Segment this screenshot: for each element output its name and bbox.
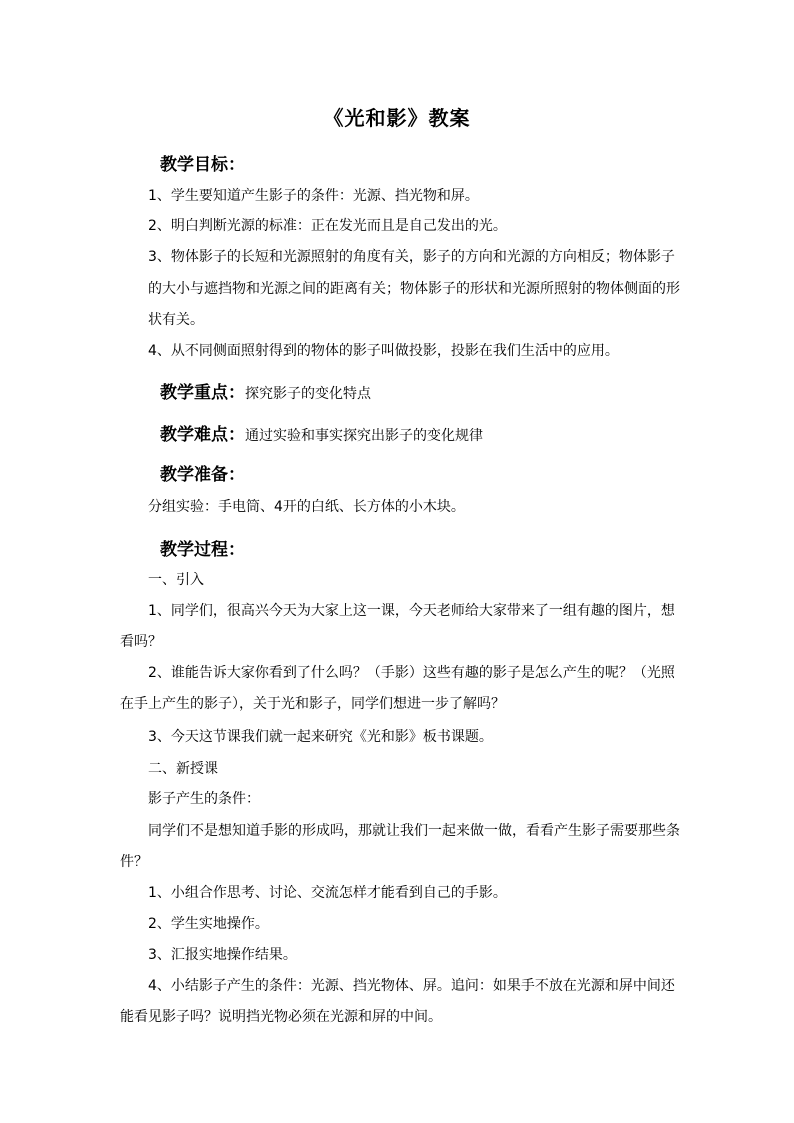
- process-line: 件？: [120, 854, 148, 870]
- objectives-heading: 教学目标：: [160, 155, 245, 175]
- objective-line: 3、物体影子的长短和光源照射的角度有关，影子的方向和光源的方向相反；物体影子: [148, 249, 675, 265]
- key-point-text: 探究影子的变化特点: [245, 386, 371, 402]
- objective-line: 状有关。: [148, 312, 204, 328]
- objective-line: 1、学生要知道产生影子的条件：光源、挡光物和屏。: [148, 188, 479, 204]
- key-point-label: 教学重点：: [160, 383, 245, 403]
- difficulty-label: 教学难点：: [160, 425, 245, 445]
- difficulty-heading: [160, 420, 483, 445]
- objective-line: 4、从不同侧面照射得到的物体的影子叫做投影，投影在我们生活中的应用。: [148, 343, 619, 359]
- process-line: 1、同学们，很高兴今天为大家上这一课，今天老师给大家带来了一组有趣的图片，想: [148, 603, 675, 619]
- objective-line: 2、明白判断光源的标准：正在发光而且是自己发出的光。: [148, 218, 507, 234]
- process-line: 能看见影子吗？说明挡光物必须在光源和屏的中间。: [120, 1009, 442, 1025]
- process-line: 二、新授课: [148, 761, 218, 777]
- objective-line: 的大小与遮挡物和光源之间的距离有关；物体影子的形状和光源所照射的物体侧面的形: [148, 281, 680, 297]
- process-line: 3、今天这节课我们就一起来研究《光和影》板书课题。: [148, 729, 493, 745]
- process-heading: 教学过程：: [160, 540, 245, 560]
- process-line: 1、小组合作思考、讨论、交流怎样才能看到自己的手影。: [148, 885, 507, 901]
- preparation-text: 分组实验：手电筒、4开的白纸、长方体的小木块。: [148, 499, 465, 515]
- document-title: 《光和影》教案: [323, 106, 471, 130]
- key-point-heading: [160, 378, 371, 403]
- process-line: 看吗？: [120, 634, 162, 650]
- process-line: 一、引入: [148, 572, 204, 588]
- process-line: 4、小结影子产生的条件：光源、挡光物体、屏。追问：如果手不放在光源和屏中间还: [148, 978, 675, 994]
- process-line: 2、学生实地操作。: [148, 916, 269, 932]
- process-line: 3、汇报实地操作结果。: [148, 947, 297, 963]
- preparation-heading: 教学准备：: [160, 465, 245, 485]
- difficulty-text: 通过实验和事实探究出影子的变化规律: [245, 428, 483, 444]
- process-line: 同学们不是想知道手影的形成吗，那就让我们一起来做一做，看看产生影子需要那些条: [148, 823, 680, 839]
- process-line: 影子产生的条件：: [148, 791, 260, 807]
- process-line: 2、谁能告诉大家你看到了什么吗？（手影）这些有趣的影子是怎么产生的呢？（光照: [148, 665, 675, 681]
- process-line: 在手上产生的影子），关于光和影子，同学们想进一步了解吗？: [120, 696, 505, 712]
